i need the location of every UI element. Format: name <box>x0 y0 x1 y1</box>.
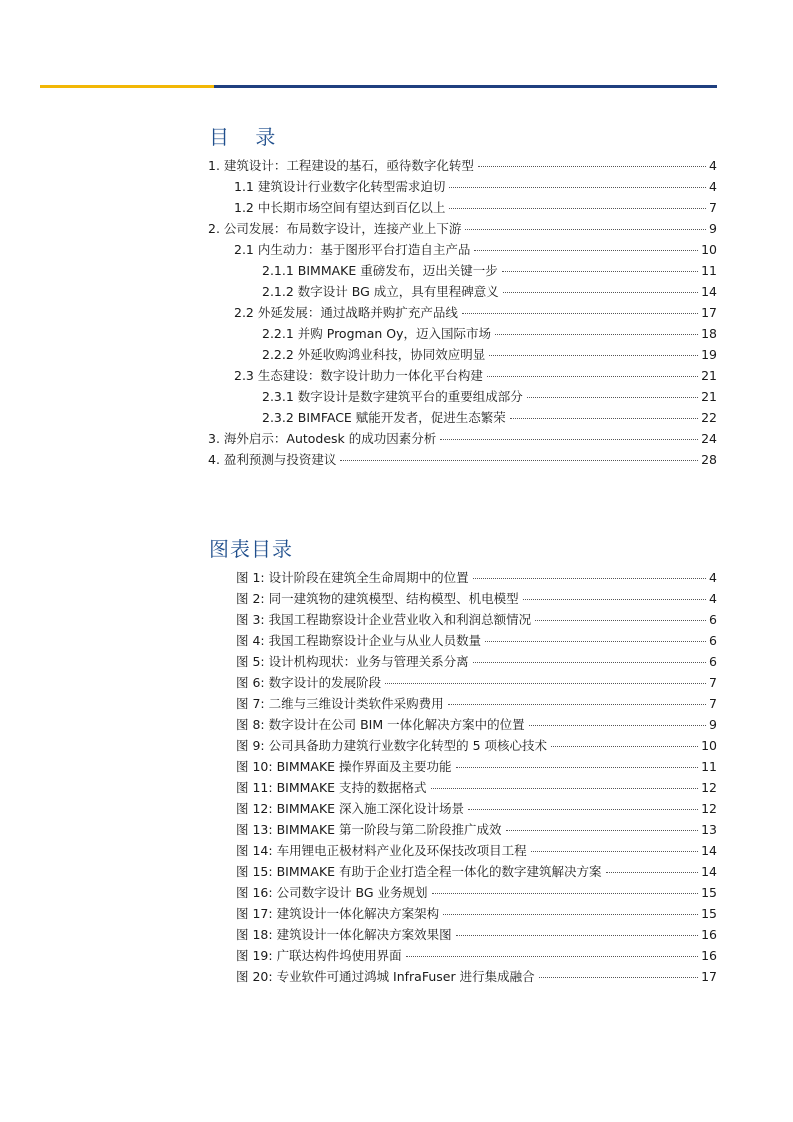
dot-leader <box>462 313 698 314</box>
dot-leader <box>432 893 699 894</box>
dot-leader <box>473 578 706 579</box>
figure-entry[interactable]: 图 7: 二维与三维设计类软件采购费用 7 <box>236 696 717 711</box>
toc-entry[interactable]: 1. 建筑设计：工程建设的基石，亟待数字化转型 4 <box>208 158 717 173</box>
figure-entry[interactable]: 图 1: 设计阶段在建筑全生命周期中的位置 4 <box>236 570 717 585</box>
toc-entry[interactable]: 2.1 内生动力：基于图形平台打造自主产品 10 <box>234 242 717 257</box>
figure-entry[interactable]: 图 10: BIMMAKE 操作界面及主要功能 11 <box>236 759 717 774</box>
toc-entry[interactable]: 2.2 外延发展：通过战略并购扩充产品线 17 <box>234 305 717 320</box>
dot-leader <box>535 620 706 621</box>
toc-entry[interactable]: 2.3.2 BIMFACE 赋能开发者，促进生态繁荣 22 <box>262 410 717 425</box>
figure-entry[interactable]: 图 16: 公司数字设计 BG 业务规划 15 <box>236 885 717 900</box>
dot-leader <box>551 746 698 747</box>
toc-entry[interactable]: 2.2.1 并购 Progman Oy，迈入国际市场 18 <box>262 326 717 341</box>
figure-entry[interactable]: 图 18: 建筑设计一体化解决方案效果图 16 <box>236 927 717 942</box>
dot-leader <box>606 872 699 873</box>
dot-leader <box>449 208 706 209</box>
toc-entry[interactable]: 2.2.2 外延收购鸿业科技，协同效应明显 19 <box>262 347 717 362</box>
toc-entry[interactable]: 3. 海外启示：Autodesk 的成功因素分析 24 <box>208 431 717 446</box>
figure-entry[interactable]: 图 3: 我国工程勘察设计企业营业收入和利润总额情况 6 <box>236 612 717 627</box>
dot-leader <box>495 334 698 335</box>
figure-entry[interactable]: 图 20: 专业软件可通过鸿城 InfraFuser 进行集成融合 17 <box>236 969 717 984</box>
dot-leader <box>506 830 699 831</box>
toc-entry[interactable]: 1.2 中长期市场空间有望达到百亿以上 7 <box>234 200 717 215</box>
dot-leader <box>431 788 699 789</box>
dot-leader <box>449 187 706 188</box>
dot-leader <box>473 662 706 663</box>
figure-entry[interactable]: 图 2: 同一建筑物的建筑模型、结构模型、机电模型 4 <box>236 591 717 606</box>
figure-entry[interactable]: 图 9: 公司具备助力建筑行业数字化转型的 5 项核心技术 10 <box>236 738 717 753</box>
figure-entry[interactable]: 图 4: 我国工程勘察设计企业与从业人员数量 6 <box>236 633 717 648</box>
header-rule-gold <box>40 85 214 88</box>
figure-entry[interactable]: 图 19: 广联达构件坞使用界面 16 <box>236 948 717 963</box>
toc-entry[interactable]: 2.1.1 BIMMAKE 重磅发布，迈出关键一步 11 <box>262 263 717 278</box>
dot-leader <box>485 641 706 642</box>
dot-leader <box>465 229 706 230</box>
figure-list-title: 图表目录 <box>209 537 293 561</box>
figure-entry[interactable]: 图 13: BIMMAKE 第一阶段与第二阶段推广成效 13 <box>236 822 717 837</box>
figure-entry[interactable]: 图 14: 车用锂电正极材料产业化及环保技改项目工程 14 <box>236 843 717 858</box>
dot-leader <box>503 292 698 293</box>
toc-entry[interactable]: 2.3 生态建设：数字设计助力一体化平台构建 21 <box>234 368 717 383</box>
dot-leader <box>456 935 699 936</box>
header-rule-navy <box>214 85 717 88</box>
dot-leader <box>510 418 698 419</box>
dot-leader <box>448 704 706 705</box>
dot-leader <box>531 851 699 852</box>
dot-leader <box>487 376 698 377</box>
dot-leader <box>539 977 699 978</box>
figure-entry[interactable]: 图 6: 数字设计的发展阶段 7 <box>236 675 717 690</box>
dot-leader <box>340 460 698 461</box>
dot-leader <box>502 271 698 272</box>
figure-entry[interactable]: 图 5: 设计机构现状：业务与管理关系分离 6 <box>236 654 717 669</box>
toc-entry[interactable]: 2.1.2 数字设计 BG 成立，具有里程碑意义 14 <box>262 284 717 299</box>
dot-leader <box>456 767 699 768</box>
toc-entry[interactable]: 2. 公司发展：布局数字设计，连接产业上下游 9 <box>208 221 717 236</box>
dot-leader <box>440 439 698 440</box>
dot-leader <box>523 599 706 600</box>
toc-entry[interactable]: 1.1 建筑设计行业数字化转型需求迫切 4 <box>234 179 717 194</box>
dot-leader <box>385 683 706 684</box>
figure-entry[interactable]: 图 17: 建筑设计一体化解决方案架构 15 <box>236 906 717 921</box>
toc-entry[interactable]: 2.3.1 数字设计是数字建筑平台的重要组成部分 21 <box>262 389 717 404</box>
figure-entry[interactable]: 图 8: 数字设计在公司 BIM 一体化解决方案中的位置 9 <box>236 717 717 732</box>
figure-entry[interactable]: 图 15: BIMMAKE 有助于企业打造全程一体化的数字建筑解决方案 14 <box>236 864 717 879</box>
dot-leader <box>489 355 698 356</box>
toc-title: 目 录 <box>209 125 286 149</box>
dot-leader <box>468 809 698 810</box>
dot-leader <box>443 914 698 915</box>
dot-leader <box>529 725 706 726</box>
dot-leader <box>527 397 698 398</box>
dot-leader <box>406 956 699 957</box>
dot-leader <box>474 250 698 251</box>
dot-leader <box>478 166 706 167</box>
toc-entry[interactable]: 4. 盈利预测与投资建议 28 <box>208 452 717 467</box>
figure-entry[interactable]: 图 11: BIMMAKE 支持的数据格式 12 <box>236 780 717 795</box>
figure-entry[interactable]: 图 12: BIMMAKE 深入施工深化设计场景 12 <box>236 801 717 816</box>
